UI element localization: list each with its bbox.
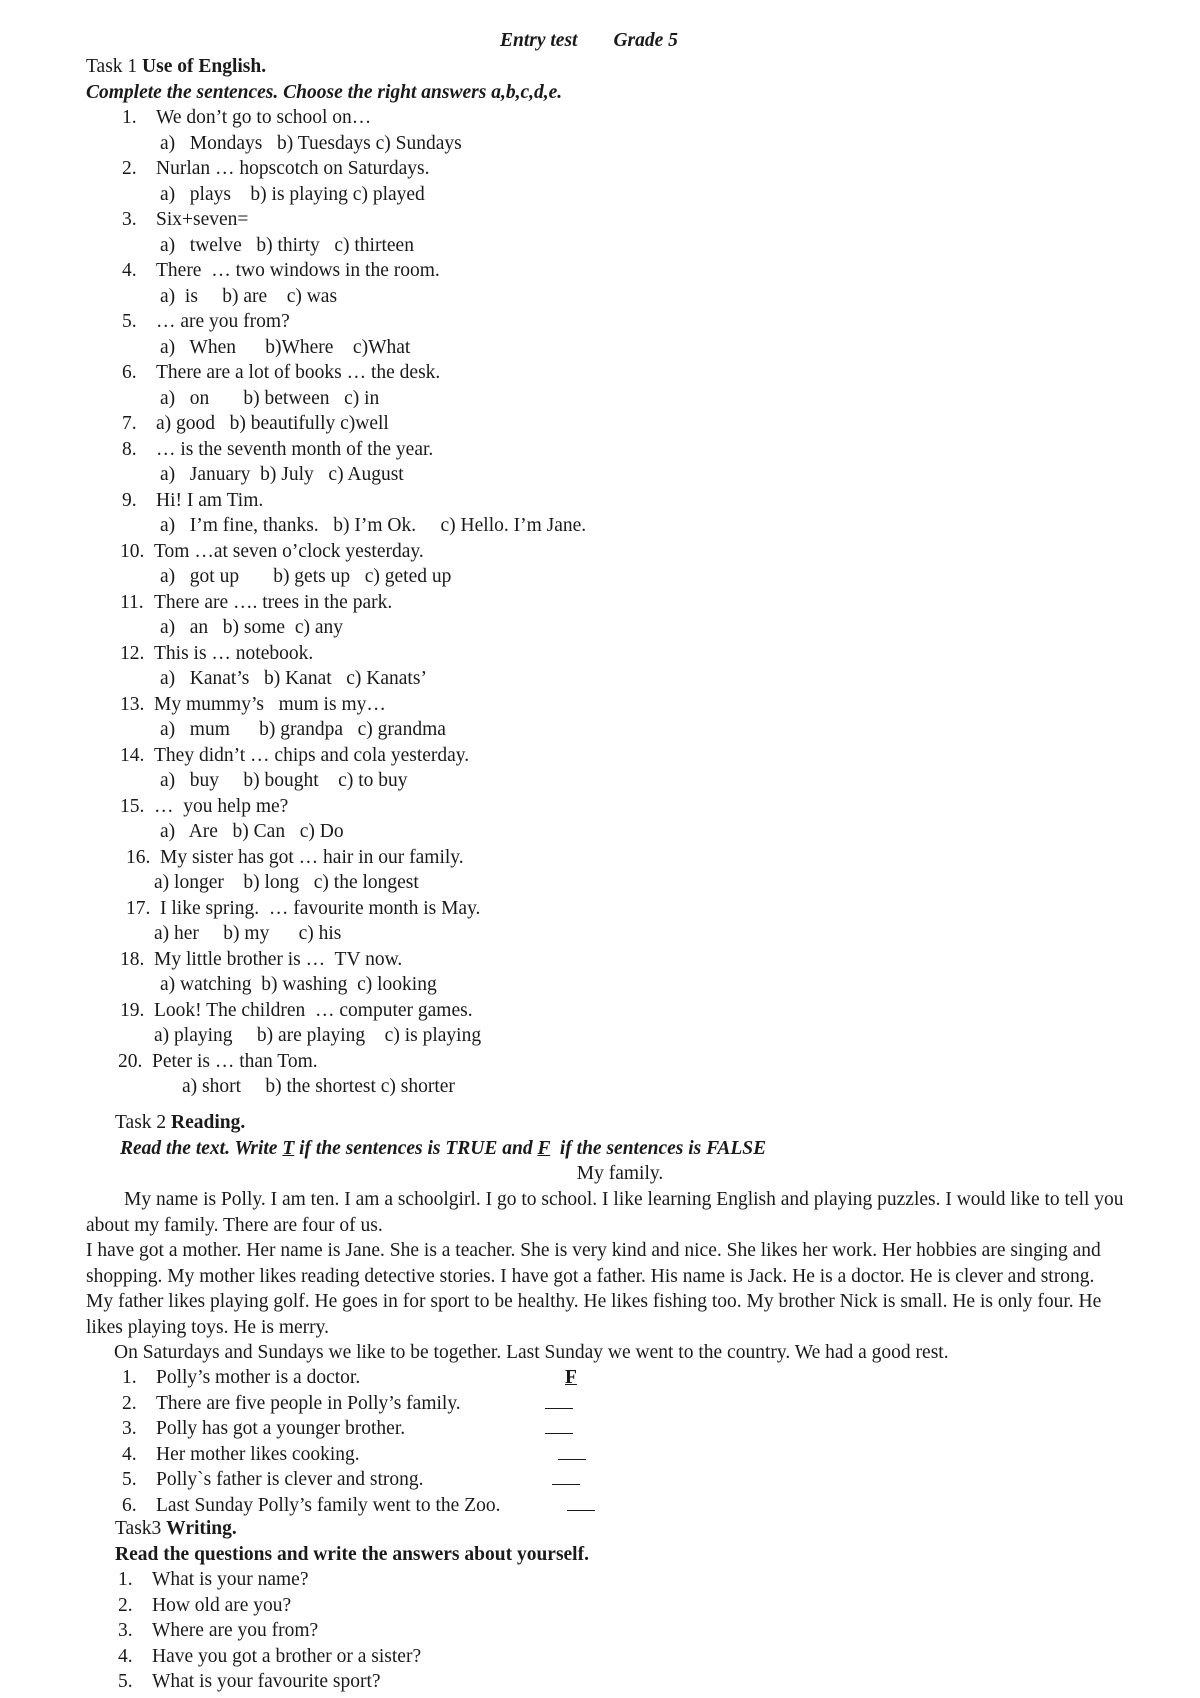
statement-number: 5. bbox=[122, 1469, 137, 1490]
answer-value: F bbox=[565, 1367, 577, 1388]
question-item bbox=[120, 540, 424, 564]
grade-text: Grade 5 bbox=[613, 30, 678, 51]
task3-instruction: Read the questions and write the answers about yourself. bbox=[115, 1544, 589, 1565]
question-text: Peter is … than Tom. bbox=[152, 1050, 318, 1072]
question-text: There are …. trees in the park. bbox=[154, 591, 393, 613]
question-text: I like spring. … favourite month is May. bbox=[160, 897, 481, 919]
question-text: There … two windows in the room. bbox=[156, 260, 440, 281]
question-text: Hi! I am Tim. bbox=[156, 489, 264, 511]
task2-heading bbox=[115, 1111, 245, 1135]
question-item bbox=[120, 948, 402, 972]
answer-blank bbox=[558, 1443, 586, 1467]
answer-options: a) buy b) bought c) to buy bbox=[160, 770, 408, 791]
instr-part-f: F bbox=[537, 1138, 551, 1159]
writing-question-number: 4. bbox=[118, 1645, 133, 1667]
task1-heading bbox=[86, 55, 266, 79]
question-text: … you help me? bbox=[154, 795, 289, 817]
question-item bbox=[120, 642, 313, 666]
answer-options: a) got up b) gets up c) geted up bbox=[160, 566, 452, 587]
question-text: Nurlan … hopscotch on Saturdays. bbox=[156, 158, 430, 179]
question-number: 13. bbox=[120, 693, 145, 715]
question-text: Look! The children … computer games. bbox=[154, 999, 473, 1021]
writing-question-number: 2. bbox=[118, 1594, 133, 1616]
writing-question-text: What is your name? bbox=[152, 1569, 309, 1590]
answer-options: a) is b) are c) was bbox=[160, 285, 338, 307]
question-number: 14. bbox=[120, 744, 145, 766]
statement-text: There are five people in Polly’s family. bbox=[156, 1392, 461, 1414]
writing-question-text: How old are you? bbox=[152, 1594, 292, 1616]
statement-text: Her mother likes cooking. bbox=[156, 1443, 360, 1465]
question-number: 20. bbox=[118, 1050, 143, 1072]
question-text: My mummy’s mum is my… bbox=[154, 693, 386, 715]
reading-paragraph-1: My name is Polly. I am ten. I am a schoolgirl. I go to school. I like learning English and playing puzzles. I would like to tell you about my family. There are four of us. bbox=[86, 1189, 1124, 1236]
question-item bbox=[120, 795, 288, 819]
statement-item bbox=[122, 1366, 360, 1390]
statement-item bbox=[122, 1443, 360, 1467]
blank-line bbox=[558, 1443, 586, 1460]
question-number: 17. bbox=[126, 897, 151, 919]
answer-options: a) When b)Where c)What bbox=[160, 336, 411, 358]
answer-options: a) January b) July c) August bbox=[160, 464, 404, 485]
question-item bbox=[122, 438, 433, 462]
blank-line bbox=[545, 1392, 573, 1409]
answer-options: a) mum b) grandpa c) grandma bbox=[160, 719, 446, 740]
writing-question bbox=[118, 1594, 291, 1618]
question-number: 19. bbox=[120, 999, 145, 1021]
answer-options: a) Mondays b) Tuesdays c) Sundays bbox=[160, 132, 462, 154]
task1-name: Use of English. bbox=[142, 56, 267, 77]
writing-question bbox=[118, 1645, 421, 1669]
reading-title: My family. bbox=[576, 1163, 664, 1184]
task1-instruction: Complete the sentences. Choose the right answers a,b,c,d,e. bbox=[86, 82, 563, 103]
answer-blank bbox=[545, 1417, 573, 1441]
question-number: 10. bbox=[120, 540, 145, 562]
answer-blank bbox=[555, 1366, 577, 1390]
writing-question-number: 5. bbox=[118, 1671, 133, 1692]
question-text: Six+seven= bbox=[156, 209, 249, 230]
answer-options: a) playing b) are playing c) is playing bbox=[154, 1025, 482, 1046]
statement-number: 3. bbox=[122, 1418, 137, 1439]
writing-question-number: 3. bbox=[118, 1620, 133, 1641]
question-text: Tom …at seven o’clock yesterday. bbox=[154, 540, 424, 562]
statement-text: Polly has got a younger brother. bbox=[156, 1418, 406, 1439]
instr-part-t: T bbox=[282, 1138, 295, 1159]
question-number: 7. bbox=[122, 413, 137, 434]
question-number: 16. bbox=[126, 846, 151, 868]
writing-question-text: What is your favourite sport? bbox=[152, 1671, 381, 1692]
writing-question bbox=[118, 1619, 318, 1643]
page-title bbox=[500, 29, 678, 53]
reading-paragraph-2: I have got a mother. Her name is Jane. She is a teacher. She is very kind and nice. She likes her work. Her hobbies are singing and shopping. My mother likes reading detective stories. I have got a father. His name is Jack. He is a doctor. He is clever and strong. My father likes playing golf. He goes in for sport to be healthy. He likes fishing too. My brother Nick is small. He is only four. He likes playing toys. He is merry. bbox=[86, 1240, 1102, 1338]
statement-number: 1. bbox=[122, 1367, 137, 1388]
task3-name: Writing. bbox=[166, 1518, 237, 1539]
writing-question-text: Where are you from? bbox=[152, 1620, 319, 1641]
question-text: We don’t go to school on… bbox=[156, 107, 372, 128]
answer-blank bbox=[545, 1392, 573, 1416]
question-item bbox=[122, 412, 389, 436]
question-item bbox=[120, 591, 392, 615]
question-item bbox=[122, 157, 430, 181]
statement-item bbox=[122, 1494, 500, 1518]
answer-options: a) plays b) is playing c) played bbox=[160, 183, 425, 205]
question-text: My little brother is … TV now. bbox=[154, 948, 403, 970]
question-item bbox=[120, 693, 386, 717]
answer-options: a) Are b) Can c) Do bbox=[160, 821, 344, 842]
answer-options: a) I’m fine, thanks. b) I’m Ok. c) Hello. I’m Jane. bbox=[160, 515, 587, 536]
answer-options: a) Kanat’s b) Kanat c) Kanats’ bbox=[160, 668, 427, 689]
question-item bbox=[126, 846, 464, 870]
task1-prefix: Task 1 bbox=[86, 56, 143, 77]
statement-text: Last Sunday Polly’s family went to the Zoo. bbox=[156, 1494, 501, 1516]
task3-prefix: Task3 bbox=[115, 1518, 167, 1539]
question-item bbox=[122, 106, 371, 130]
statement-item bbox=[122, 1392, 461, 1416]
task2-prefix: Task 2 bbox=[115, 1112, 172, 1133]
blank-line bbox=[552, 1468, 580, 1485]
answer-blank bbox=[552, 1468, 580, 1492]
question-text: My sister has got … hair in our family. bbox=[160, 846, 464, 868]
answer-options: a) longer b) long c) the longest bbox=[154, 872, 419, 893]
writing-question-number: 1. bbox=[118, 1569, 133, 1590]
question-number: 11. bbox=[120, 591, 144, 613]
question-number: 1. bbox=[122, 107, 137, 128]
question-text: They didn’t … chips and cola yesterday. bbox=[154, 744, 470, 766]
question-number: 5. bbox=[122, 311, 137, 332]
question-text: There are a lot of books … the desk. bbox=[156, 362, 441, 383]
question-item bbox=[126, 897, 480, 921]
answer-options: a) an b) some c) any bbox=[160, 617, 344, 638]
question-item bbox=[122, 361, 440, 385]
statement-text: Polly’s mother is a doctor. bbox=[156, 1367, 361, 1388]
writing-question bbox=[118, 1670, 381, 1694]
answer-blank bbox=[567, 1494, 595, 1518]
question-text: … are you from? bbox=[156, 311, 290, 332]
question-item bbox=[118, 1050, 318, 1074]
instr-part-3: if the sentences is FALSE bbox=[550, 1138, 767, 1159]
question-number: 2. bbox=[122, 158, 137, 179]
task3-heading bbox=[115, 1517, 237, 1541]
answer-options: a) her b) my c) his bbox=[154, 923, 342, 944]
instr-part-2: if the sentences is TRUE and bbox=[294, 1138, 538, 1159]
question-number: 6. bbox=[122, 362, 137, 383]
answer-options: a) twelve b) thirty c) thirteen bbox=[160, 234, 414, 256]
statement-number: 6. bbox=[122, 1494, 137, 1516]
question-text: a) good b) beautifully c)well bbox=[156, 413, 389, 434]
question-item bbox=[122, 489, 263, 513]
answer-options: a) on b) between c) in bbox=[160, 387, 380, 409]
question-item bbox=[120, 999, 473, 1023]
title-text: Entry test bbox=[500, 30, 578, 51]
question-number: 8. bbox=[122, 438, 137, 460]
answer-options: a) short b) the shortest c) shorter bbox=[182, 1076, 455, 1097]
statement-number: 4. bbox=[122, 1443, 137, 1465]
writing-question bbox=[118, 1568, 309, 1592]
question-item bbox=[122, 208, 248, 232]
question-number: 12. bbox=[120, 642, 145, 664]
question-number: 9. bbox=[122, 489, 137, 511]
question-text: … is the seventh month of the year. bbox=[156, 438, 434, 460]
question-text: This is … notebook. bbox=[154, 642, 314, 664]
instr-part-1: Read the text. Write bbox=[120, 1138, 283, 1159]
question-number: 4. bbox=[122, 260, 137, 281]
question-number: 18. bbox=[120, 948, 145, 970]
blank-line bbox=[567, 1494, 595, 1511]
question-item bbox=[120, 744, 469, 768]
statement-text: Polly`s father is clever and strong. bbox=[156, 1469, 424, 1490]
task2-name: Reading. bbox=[171, 1112, 246, 1133]
question-number: 15. bbox=[120, 795, 145, 817]
statement-item bbox=[122, 1468, 424, 1492]
question-item bbox=[122, 259, 440, 283]
task2-instruction bbox=[120, 1137, 766, 1161]
writing-question-text: Have you got a brother or a sister? bbox=[152, 1645, 422, 1667]
question-number: 3. bbox=[122, 209, 137, 230]
question-item bbox=[122, 310, 290, 334]
blank-line bbox=[545, 1417, 573, 1434]
statement-number: 2. bbox=[122, 1392, 137, 1414]
statement-item bbox=[122, 1417, 405, 1441]
answer-options: a) watching b) washing c) looking bbox=[160, 974, 437, 995]
reading-paragraph-3: On Saturdays and Sundays we like to be together. Last Sunday we went to the country. We had a good rest. bbox=[114, 1342, 949, 1363]
